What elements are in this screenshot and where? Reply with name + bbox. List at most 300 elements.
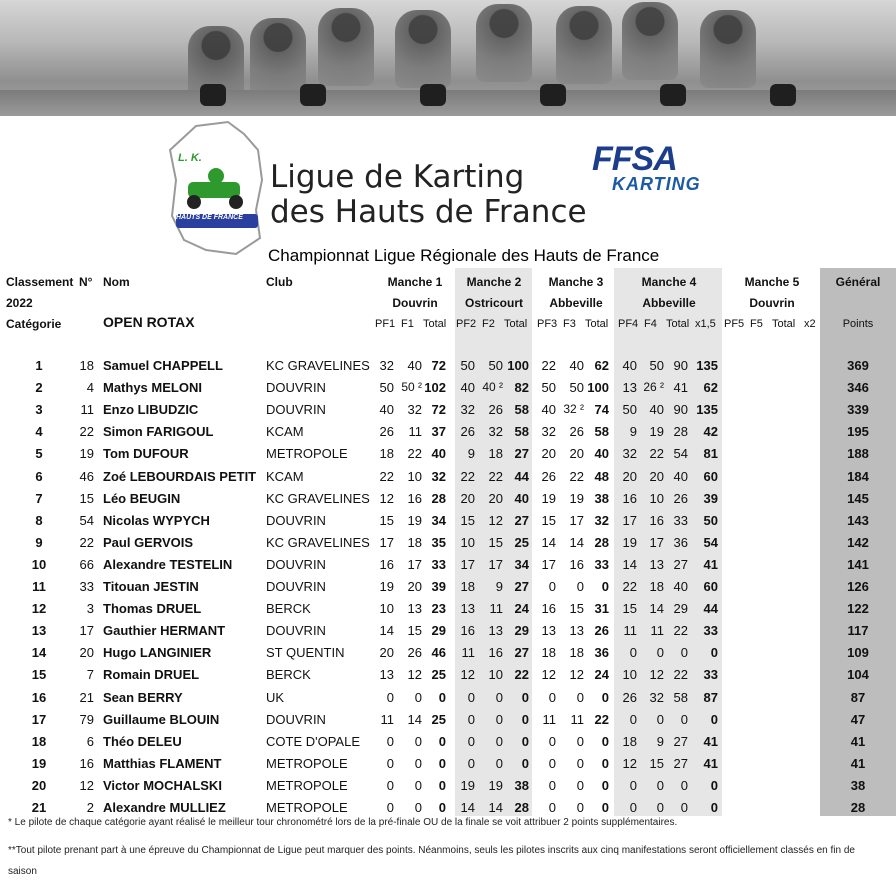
manche3-cell-2: 28 [594,534,609,550]
table-row [0,797,896,819]
manche3-cell-0: 0 [548,689,556,705]
kart-number: 16 [79,755,94,771]
kart-silhouette [556,6,612,84]
general-points: 184 [847,468,869,484]
manche4-cell-3: 41 [703,755,718,771]
manche3-cell-1: 17 [569,512,584,528]
manche2-cell-1: 0 [495,711,503,727]
manche4-cell-0: 50 [622,402,637,418]
kart-number: 22 [79,424,94,440]
table-row [0,377,896,399]
tire-shape [300,84,326,106]
manche3-cell-2: 32 [594,512,609,528]
kart-number: 3 [86,601,94,617]
manche4-cell-2: 27 [673,733,688,749]
manche4-cell-2: 28 [673,424,688,440]
manche3-cell-2: 0 [601,777,609,793]
manche3-cell-2: 74 [594,402,609,418]
driver-name: Nicolas WYPYCH [103,512,210,528]
table-row [0,510,896,532]
tire-shape [770,84,796,106]
manche4-cell-2: 27 [673,755,688,771]
manche3-cell-1: 0 [576,800,584,815]
manche2-cell-0: 0 [467,733,475,749]
header-classement: Classement [6,275,74,289]
manche2-cell-0: 0 [467,755,475,771]
sub-total4: Total [666,318,690,330]
header-number: N° [79,275,93,289]
manche2-cell-2: 0 [521,711,529,727]
kart-number: 18 [79,358,94,373]
manche1-cell-0: 0 [386,689,394,705]
kart-number: 12 [79,777,94,793]
driver-name: Matthias FLAMENT [103,755,222,771]
manche1-cell-2: 0 [438,755,446,771]
manche2-cell-0: 18 [460,579,475,594]
manche2-cell-2: 27 [514,579,529,594]
sub-f1: F1 [401,318,414,330]
manche1-cell-0: 40 [379,402,394,418]
manche2-cell-2: 29 [514,623,529,639]
kart-number: 21 [79,689,94,705]
manche2-cell-1: 0 [495,733,503,749]
manche4-cell-2: 90 [673,402,688,418]
club-name: KC GRAVELINES [266,490,370,506]
driver-name: Victor MOCHALSKI [103,777,222,793]
manche1-cell-1: 0 [414,800,422,815]
driver-name: Guillaume BLOUIN [103,711,220,727]
manche1-cell-1: 26 [407,645,422,661]
manche3-cell-0: 20 [541,446,556,462]
manche2-cell-0: 17 [460,556,475,572]
club-name: COTE D'OPALE [266,733,360,749]
manche2-cell-1: 13 [488,623,503,639]
manche2-cell-0: 0 [467,711,475,727]
position: 9 [35,534,43,550]
manche4-cell-0: 40 [622,358,637,373]
kart-silhouette [250,18,306,96]
driver-name: Zoé LEBOURDAIS PETIT [103,468,257,484]
manche1-cell-0: 0 [386,755,394,771]
manche2-cell-2: 38 [514,777,529,793]
general-points: 145 [847,490,869,506]
manche1-cell-0: 18 [379,446,394,462]
manche2-cell-1: 18 [488,446,503,462]
general-points: 126 [847,579,869,594]
manche2-cell-1: 12 [488,512,503,528]
manche1-cell-1: 40 [407,358,422,373]
manche4-cell-3: 33 [703,623,718,639]
header-general: Général [835,275,881,289]
sub-f3: F3 [563,318,576,330]
manche4-cell-1: 0 [656,777,664,793]
club-name: KCAM [266,424,304,440]
manche4-cell-0: 12 [622,755,637,771]
manche2-cell-2: 100 [507,358,529,373]
manche2-cell-2: 27 [514,446,529,462]
club-name: METROPOLE [266,755,348,771]
tire-shape [420,84,446,106]
manche2-cell-2: 82 [514,380,529,396]
manche3-cell-0: 13 [541,623,556,639]
manche3-cell-2: 36 [594,645,609,661]
header-club: Club [266,275,293,289]
manche3-cell-0: 17 [541,556,556,572]
manche4-cell-2: 0 [680,645,688,661]
kart-number: 22 [79,534,94,550]
manche3-title: Manche 3 [548,275,604,289]
manche1-cell-0: 13 [379,667,394,683]
position: 12 [31,601,47,617]
sub-total2: Total [504,318,528,330]
manche2-cell-0: 32 [460,402,475,418]
manche2-cell-2: 27 [514,645,529,661]
manche2-cell-1: 10 [488,667,503,683]
manche4-cell-3: 81 [703,446,718,462]
manche2-cell-2: 0 [521,755,529,771]
manche3-cell-0: 16 [541,601,556,617]
kart-number: 15 [79,490,94,506]
manche1-cell-0: 20 [379,645,394,661]
manche2-cell-2: 25 [514,534,529,550]
manche4-cell-3: 0 [710,800,718,815]
general-points: 369 [847,358,869,373]
manche4-cell-3: 62 [703,380,718,396]
manche1-cell-2: 102 [424,380,446,396]
manche3-cell-2: 31 [594,601,609,617]
league-logo-block [160,118,760,263]
driver-name: Mathys MELONI [103,380,202,396]
manche1-cell-0: 50 [379,380,394,396]
manche3-cell-2: 24 [594,667,609,683]
sub-total5: Total [772,318,796,330]
manche1-cell-1: 0 [414,733,422,749]
manche3-cell-2: 62 [594,358,609,373]
manche1-cell-1: 10 [407,468,422,484]
driver-name: Léo BEUGIN [103,490,181,506]
driver-name: Théo DELEU [103,733,182,749]
manche4-cell-0: 11 [623,623,637,639]
manche4-cell-3: 60 [703,579,718,594]
manche4-cell-0: 26 [622,689,637,705]
manche2-cell-1: 19 [488,777,503,793]
manche4-cell-2: 40 [673,468,688,484]
general-points: 346 [847,380,869,396]
club-name: DOUVRIN [266,579,326,594]
sub-x2: x2 [804,318,816,330]
manche1-cell-0: 0 [386,733,394,749]
manche2-cell-0: 13 [460,601,475,617]
manche3-cell-0: 50 [541,380,556,396]
sub-pf5: PF5 [724,318,745,330]
manche1-cell-2: 39 [431,579,446,594]
driver-name: Enzo LIBUDZIC [103,402,199,418]
manche4-cell-0: 17 [622,512,637,528]
manche1-cell-0: 14 [379,623,394,639]
kart-number: 33 [79,579,94,594]
manche1-title: Manche 1 [387,275,443,289]
club-name: BERCK [266,667,311,683]
manche2-cell-0: 26 [460,424,475,440]
manche5-place: Douvrin [749,296,795,310]
manche4-cell-0: 22 [622,579,637,594]
footnote-eligibility: **Tout pilote prenant part à une épreuve du Championnat de Ligue peut marquer des points. Néanmoins, seuls les pilotes inscrits aux cinq manifestations seront officiellement classés en fin de saison [8,845,855,877]
manche4-cell-3: 39 [703,490,718,506]
kart-number: 17 [79,623,94,639]
manche4-cell-3: 42 [703,424,718,440]
sub-total1: Total [423,318,447,330]
manche3-cell-0: 40 [541,402,556,418]
kart-number: 19 [79,446,94,462]
club-name: KCAM [266,468,304,484]
manche4-cell-3: 135 [696,402,718,418]
manche4-cell-1: 0 [656,711,664,727]
manche4-cell-2: 22 [673,667,688,683]
manche2-cell-2: 28 [514,800,529,815]
manche4-cell-0: 15 [622,601,637,617]
manche3-cell-2: 26 [594,623,609,639]
position: 1 [35,358,43,373]
kart-number: 7 [86,667,94,683]
sub-total3: Total [585,318,609,330]
manche3-cell-2: 33 [594,556,609,572]
manche4-cell-3: 0 [710,777,718,793]
manche2-cell-2: 34 [514,556,529,572]
manche3-cell-1: 14 [569,534,584,550]
manche4-cell-3: 0 [710,711,718,727]
club-name: METROPOLE [266,446,348,462]
club-name: DOUVRIN [266,380,326,396]
kart-number: 11 [80,402,94,418]
manche4-cell-2: 40 [673,579,688,594]
manche2-cell-0: 22 [460,468,475,484]
manche2-cell-2: 0 [521,689,529,705]
manche2-cell-0: 15 [460,512,475,528]
position: 11 [32,579,46,594]
manche1-cell-2: 37 [431,424,446,440]
race-banner-photo [0,0,896,116]
manche3-cell-2: 0 [601,579,609,594]
sub-f5: F5 [750,318,763,330]
manche2-cell-2: 24 [514,601,529,617]
manche4-cell-0: 20 [622,468,637,484]
manche2-cell-1: 0 [495,755,503,771]
manche1-cell-1: 14 [407,711,422,727]
header-season: 2022 [6,296,33,310]
manche4-cell-0: 32 [622,446,637,462]
manche3-cell-0: 19 [541,490,556,506]
manche3-cell-2: 48 [594,468,609,484]
manche4-cell-1: 15 [649,755,664,771]
kart-silhouette [318,8,374,86]
manche1-cell-2: 34 [431,512,446,528]
manche3-cell-2: 38 [594,490,609,506]
club-name: KC GRAVELINES [266,358,370,373]
manche3-cell-0: 22 [541,358,556,373]
manche1-cell-2: 72 [431,358,446,373]
table-row [0,399,896,421]
position: 14 [31,645,47,661]
header-name: Nom [103,275,130,289]
general-points: 38 [850,777,866,793]
manche3-cell-1: 18 [569,645,584,661]
manche1-cell-1: 32 [407,402,422,418]
manche2-cell-2: 44 [514,468,529,484]
manche3-cell-0: 0 [548,800,556,815]
manche4-cell-0: 19 [622,534,637,550]
manche3-cell-1: 50 [569,380,584,396]
manche4-cell-1: 11 [650,623,664,639]
manche2-cell-1: 15 [488,534,503,550]
manche1-cell-2: 40 [431,446,446,462]
tire-shape [540,84,566,106]
manche1-cell-0: 0 [386,800,394,815]
position: 13 [31,623,47,639]
sub-x15: x1,5 [695,318,716,330]
manche5-title: Manche 5 [744,275,800,289]
manche1-cell-2: 23 [431,601,446,617]
position: 3 [35,402,43,418]
manche1-cell-1: 0 [414,689,422,705]
manche1-cell-2: 0 [438,777,446,793]
footnote-fastest-lap: * Le pilote de chaque catégorie ayant réalisé le meilleur tour chronométré lors de la pré-finale OU de la finale se voit attribuer 2 points supplémentaires. [8,817,678,828]
kart-number: 20 [79,645,94,661]
general-points: 122 [847,601,869,617]
manche4-cell-1: 22 [649,446,664,462]
manche4-cell-1: 0 [656,800,664,815]
manche3-cell-0: 12 [541,667,556,683]
table-row [0,687,896,709]
manche4-cell-2: 41 [673,380,688,396]
manche4-cell-3: 44 [703,601,718,617]
manche4-title: Manche 4 [641,275,697,289]
manche3-cell-1: 0 [576,579,584,594]
manche1-cell-1: 15 [407,623,422,639]
kart-number: 46 [79,468,94,484]
table-row [0,355,896,377]
manche2-cell-1: 11 [489,601,503,617]
manche1-cell-1: 0 [414,755,422,771]
championship-title: Championnat Ligue Régionale des Hauts de France [268,246,660,265]
club-name: ST QUENTIN [266,645,345,661]
manche4-cell-0: 0 [629,645,637,661]
manche4-cell-1: 20 [649,468,664,484]
manche1-cell-2: 0 [438,689,446,705]
manche2-title: Manche 2 [466,275,522,289]
table-row [0,576,896,598]
table-row [0,532,896,554]
manche3-cell-0: 0 [548,777,556,793]
general-points: 339 [847,402,869,418]
manche1-cell-1: 16 [407,490,422,506]
driver-name: Simon FARIGOUL [103,424,214,440]
manche1-cell-1: 20 [407,579,422,594]
manche2-cell-0: 9 [467,446,475,462]
manche4-cell-3: 60 [703,468,718,484]
manche1-cell-1: 12 [407,667,422,683]
manche3-cell-0: 14 [541,534,556,550]
manche4-cell-3: 135 [696,358,718,373]
driver-name: Titouan JESTIN [103,579,199,594]
driver-name: Hugo LANGINIER [103,645,212,661]
manche2-cell-0: 10 [460,534,475,550]
position: 6 [35,468,43,484]
manche3-cell-0: 32 [541,424,556,440]
manche4-cell-0: 18 [622,733,637,749]
manche2-cell-0: 50 [460,358,475,373]
manche4-cell-1: 17 [649,534,664,550]
league-title-line1: Ligue de Karting [270,159,525,195]
manche2-cell-0: 20 [460,490,475,506]
kart-number: 6 [86,733,94,749]
general-points: 195 [847,424,869,440]
manche4-cell-0: 9 [629,424,637,440]
position: 16 [31,689,47,705]
manche2-cell-1: 9 [495,579,503,594]
manche3-cell-1: 20 [569,446,584,462]
driver-name: Sean BERRY [103,689,183,705]
sub-pf1: PF1 [375,318,396,330]
manche3-cell-0: 11 [542,711,556,727]
manche1-cell-0: 16 [379,556,394,572]
manche1-cell-1: 50 ² [401,380,422,395]
league-title [270,160,587,230]
manche4-cell-1: 12 [649,667,664,683]
position: 20 [31,777,47,793]
manche2-place: Ostricourt [464,296,523,310]
manche4-cell-3: 87 [703,689,718,705]
manche1-cell-0: 10 [379,601,394,617]
kart-silhouette [622,2,678,80]
manche3-cell-1: 32 ² [563,402,584,417]
manche2-cell-1: 50 [488,358,503,373]
manche4-place: Abbeville [642,296,696,310]
table-row [0,554,896,576]
position: 21 [31,800,47,815]
kart-silhouette [395,10,451,88]
manche2-cell-2: 40 [514,490,529,506]
manche4-cell-0: 13 [622,380,637,396]
manche3-cell-2: 40 [594,446,609,462]
manche4-cell-3: 41 [703,556,718,572]
manche1-cell-1: 17 [407,556,422,572]
kart-silhouette [476,4,532,82]
manche3-cell-0: 15 [541,512,556,528]
manche4-cell-2: 26 [673,490,688,506]
league-title-line2: des Hauts de France [270,194,587,230]
manche3-cell-0: 18 [541,645,556,661]
manche2-cell-1: 26 [488,402,503,418]
position: 10 [31,556,47,572]
manche3-cell-1: 0 [576,777,584,793]
manche1-cell-0: 19 [379,579,394,594]
manche4-cell-2: 33 [673,512,688,528]
manche1-cell-2: 35 [431,534,446,550]
manche1-cell-0: 17 [379,534,394,550]
manche1-cell-2: 28 [431,490,446,506]
manche3-cell-1: 0 [576,755,584,771]
manche1-cell-2: 72 [431,402,446,418]
kart-number: 2 [86,800,94,815]
kart-number: 54 [79,512,94,528]
general-points: 117 [847,623,869,639]
category-value: OPEN ROTAX [103,314,195,330]
manche1-cell-2: 0 [438,733,446,749]
club-name: METROPOLE [266,800,348,815]
sub-pf4: PF4 [618,318,639,330]
manche4-cell-0: 0 [629,711,637,727]
manche3-cell-2: 0 [601,689,609,705]
